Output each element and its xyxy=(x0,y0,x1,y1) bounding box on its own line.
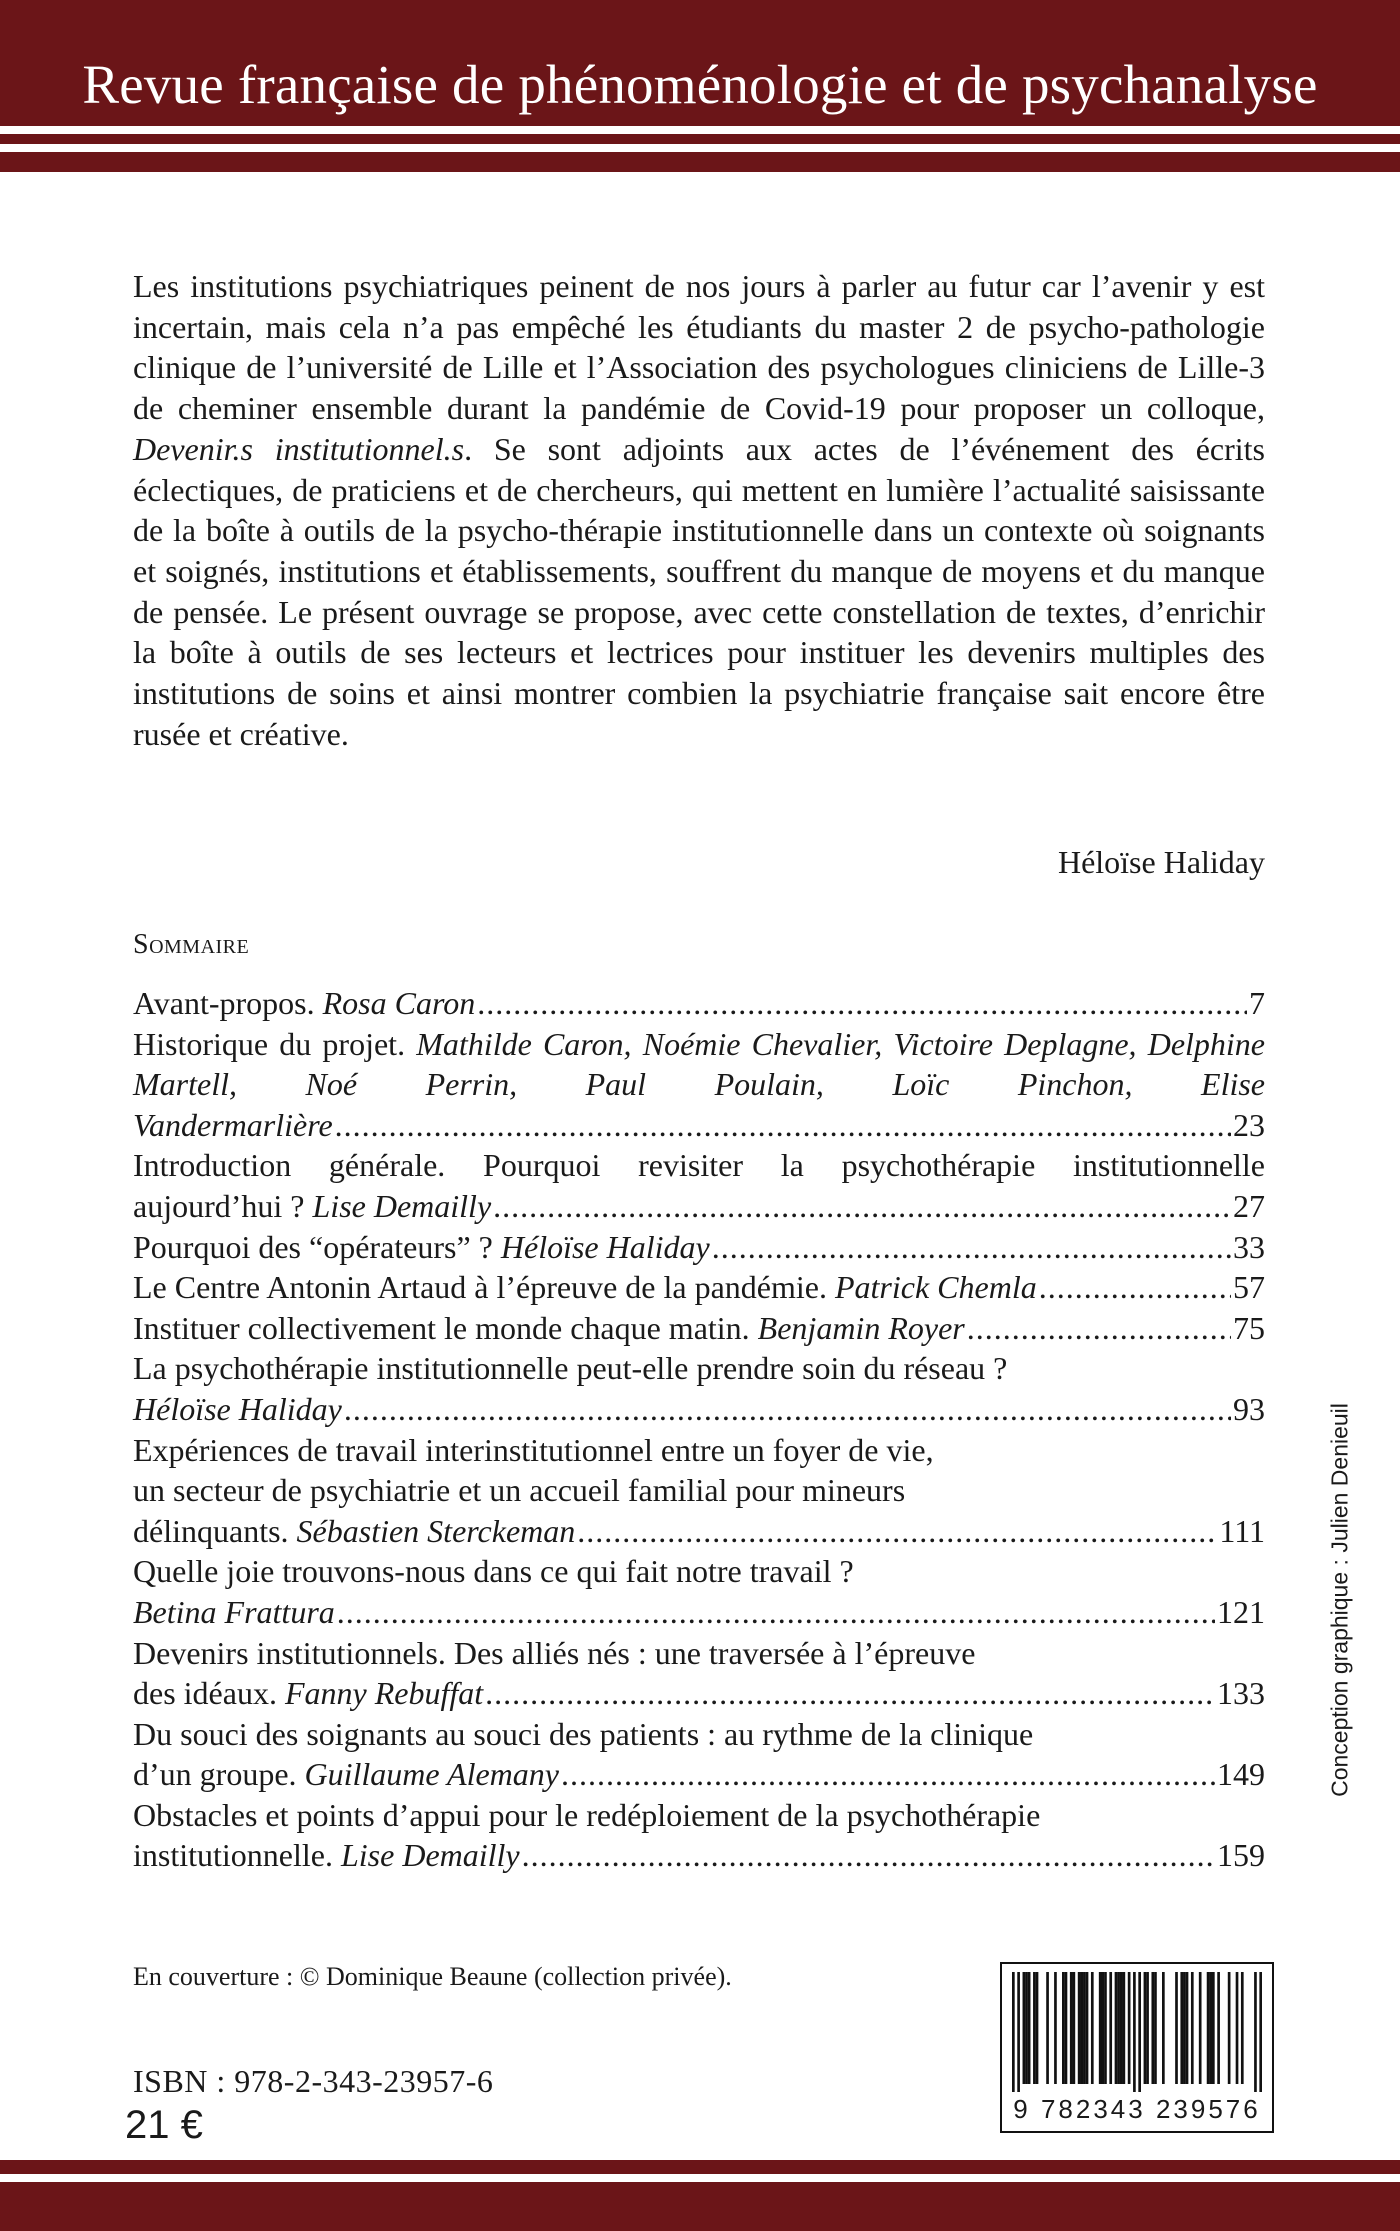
toc-entry xyxy=(133,1024,1265,1146)
table-of-contents xyxy=(133,983,1265,1876)
barcode-bar xyxy=(1186,1972,1189,2084)
footer-band xyxy=(0,2160,1400,2231)
barcode-bar xyxy=(1099,1972,1102,2084)
toc-page: 33 xyxy=(1233,1228,1265,1265)
toc-leader xyxy=(712,1227,1231,1268)
toc-page: 133 xyxy=(1217,1675,1265,1712)
toc-author: Betina Frattura xyxy=(133,1593,335,1630)
toc-entry xyxy=(133,1145,1265,1226)
toc-leader xyxy=(477,983,1247,1024)
barcode-bar xyxy=(1078,1972,1081,2084)
design-credit: Conception graphique : Julien Denieuil xyxy=(1326,1403,1353,1797)
barcode-bar xyxy=(1036,1972,1039,2084)
toc-page: 121 xyxy=(1217,1593,1265,1630)
toc-title: Obstacles et points d’appui pour le redéploiement de la psychothérapie xyxy=(133,1796,1041,1833)
toc-title: Devenirs institutionnels. Des alliés nés : une traversée à l’épreuve xyxy=(133,1634,976,1671)
barcode-bar xyxy=(1086,1972,1089,2084)
toc-author: Lise Demailly xyxy=(340,1837,520,1874)
toc-title: délinquants. xyxy=(133,1512,297,1549)
barcode-bar xyxy=(1104,1972,1107,2084)
barcode-bar xyxy=(1117,1972,1120,2084)
barcode-bar xyxy=(1138,1972,1141,2092)
barcode-bar xyxy=(1259,1972,1262,2092)
barcode-bar xyxy=(1101,1972,1104,2084)
barcode-bar xyxy=(1241,1972,1244,2084)
toc-leader xyxy=(337,1592,1215,1633)
toc-title: La psychothérapie institutionnelle peut-elle prendre soin du réseau ? xyxy=(133,1350,1008,1387)
toc-title: Le Centre Antonin Artaud à l’épreuve de la pandémie. xyxy=(133,1269,835,1306)
toc-page: 75 xyxy=(1233,1309,1265,1346)
toc-title: institutionnelle. xyxy=(133,1837,341,1874)
barcode-bar xyxy=(1123,1972,1126,2084)
barcode-bar xyxy=(1154,1972,1157,2084)
barcode-bar xyxy=(1080,1972,1083,2084)
toc-title: Avant-propos. xyxy=(133,985,323,1021)
blurb-text-continued: . Se sont adjoints aux actes de l’événement des écrits éclectiques, de praticiens et de chercheurs, qui mettent en lumière l’actualité saisissante de la boîte à outils de la psycho-thérapie institutionnelle dans un contexte où soignants et soignés, institutions et établissements, souffrent du manque de moyens et du manque de pensée. Le présent ouvrage se propose, avec cette constellation de textes, d’enrichir la boîte à outils de ses lecteurs et lectrices pour instituer les devenirs multiples des institutions de soins et ainsi montrer combien la psychiatrie française sait encore être rusée et créative. xyxy=(133,430,1266,752)
toc-entry xyxy=(133,1227,1265,1268)
toc-title: des idéaux. xyxy=(133,1675,285,1712)
toc-title: aujourd’hui ? xyxy=(133,1187,313,1224)
barcode-bar xyxy=(1162,1972,1165,2084)
toc-title: Historique du projet. xyxy=(133,1025,417,1062)
barcode-bar xyxy=(1183,1972,1186,2084)
cover-credit: En couverture : © Dominique Beaune (collection privée). xyxy=(133,1962,732,1991)
sommaire-heading: Sommaire xyxy=(133,929,250,960)
barcode-bar xyxy=(1054,1972,1057,2084)
toc-leader xyxy=(485,1673,1215,1714)
toc-author: Sébastien Sterckeman xyxy=(296,1512,576,1549)
toc-author: Vandermarlière xyxy=(133,1106,333,1143)
barcode-bar xyxy=(1151,1972,1154,2084)
toc-page: 23 xyxy=(1233,1106,1265,1143)
toc-page: 7 xyxy=(1249,985,1265,1021)
barcode-bar xyxy=(1254,1972,1257,2092)
barcode-bar xyxy=(1209,1972,1212,2084)
toc-leader xyxy=(967,1308,1231,1349)
toc-author: Patrick Chemla xyxy=(834,1269,1037,1306)
barcode-bar xyxy=(1175,1972,1178,2084)
toc-entry xyxy=(133,983,1265,1024)
barcode-bar xyxy=(1023,1972,1026,2084)
footer-stripe xyxy=(0,2174,1400,2182)
barcode-bar xyxy=(1073,1972,1076,2084)
toc-author: Lise Demailly xyxy=(312,1187,492,1224)
toc-author: Rosa Caron xyxy=(322,985,476,1021)
back-cover-blurb xyxy=(133,266,1265,754)
isbn: ISBN : 978-2-343-23957-6 xyxy=(133,2063,494,2099)
barcode-bar xyxy=(1120,1972,1123,2084)
barcode-bar xyxy=(1236,1972,1239,2084)
toc-entry xyxy=(133,1795,1265,1876)
barcode-bar xyxy=(1128,1972,1131,2084)
barcode-bar xyxy=(1191,1972,1194,2084)
toc-entry xyxy=(133,1633,1265,1714)
toc-page: 111 xyxy=(1219,1512,1265,1549)
toc-entry xyxy=(133,1430,1265,1552)
toc-entry xyxy=(133,1348,1265,1429)
toc-title: Instituer collectivement le monde chaque matin. xyxy=(133,1309,758,1346)
barcode-bar xyxy=(1025,1972,1028,2084)
toc-title: d’un groupe. xyxy=(133,1756,305,1793)
toc-title: Du souci des soignants au souci des patients : au rythme de la clinique xyxy=(133,1715,1034,1752)
toc-author: Guillaume Alemany xyxy=(304,1756,559,1793)
toc-title: Quelle joie trouvons-nous dans ce qui fait notre travail ? xyxy=(133,1553,854,1590)
barcode-bar xyxy=(1217,1972,1220,2084)
toc-page: 93 xyxy=(1233,1390,1265,1427)
blurb-text: Les institutions psychiatriques peinent de nos jours à parler au futur car l’avenir y est incertain, mais cela n’a pas empêché les étudiants du master 2 de psycho-pathologie clinique de l’université de Lille et l’Association des psychologues cliniciens de Lille-3 de cheminer ensemble durant la pandémie de Covid-19 pour proposer un colloque, xyxy=(133,268,1265,427)
toc-author: Benjamin Royer xyxy=(757,1309,965,1346)
toc-page: 57 xyxy=(1233,1269,1265,1306)
barcode-bar xyxy=(1062,1972,1065,2084)
toc-page: 149 xyxy=(1217,1756,1265,1793)
barcode-bar xyxy=(1083,1972,1086,2084)
toc-entry xyxy=(133,1308,1265,1349)
barcode-bar xyxy=(1017,1972,1020,2092)
toc-leader xyxy=(561,1754,1215,1795)
barcode-number: 9 782343 239576 xyxy=(1013,2094,1261,2124)
barcode xyxy=(1000,1962,1274,2133)
toc-title: un secteur de psychiatrie et un accueil familial pour mineurs xyxy=(133,1472,906,1509)
toc-entry xyxy=(133,1267,1265,1308)
barcode-bar xyxy=(1228,1972,1231,2084)
toc-author: Héloïse Haliday xyxy=(500,1228,710,1265)
barcode-bar xyxy=(1180,1972,1183,2084)
barcode-bar xyxy=(1212,1972,1215,2084)
colloque-title: Devenir.s institutionnel.s xyxy=(133,430,465,467)
toc-leader xyxy=(522,1835,1215,1876)
toc-entry xyxy=(133,1551,1265,1632)
barcode-bar xyxy=(1199,1972,1202,2084)
toc-title: Introduction générale. Pourquoi revisiter la psychothérapie institutionnelle xyxy=(133,1147,1265,1184)
barcode-bar xyxy=(1070,1972,1073,2084)
toc-leader xyxy=(344,1389,1231,1430)
barcode-bar xyxy=(1109,1972,1112,2084)
header-stripe xyxy=(0,144,1400,152)
barcode-bar xyxy=(1033,1972,1036,2084)
toc-entry xyxy=(133,1714,1265,1795)
toc-page: 159 xyxy=(1217,1837,1265,1874)
barcode-bar xyxy=(1115,1972,1118,2084)
toc-leader xyxy=(335,1105,1231,1146)
price: 21 € xyxy=(125,2103,203,2147)
toc-author: Fanny Rebuffat xyxy=(284,1675,484,1712)
toc-author: Héloïse Haliday xyxy=(133,1390,342,1427)
barcode-bar xyxy=(1207,1972,1210,2084)
toc-leader xyxy=(493,1186,1231,1227)
toc-title: Pourquoi des “opérateurs” ? xyxy=(133,1228,501,1265)
blurb-signature: Héloïse Haliday xyxy=(1057,844,1265,880)
barcode-bar xyxy=(1028,1972,1031,2084)
barcode-bar xyxy=(1065,1972,1068,2084)
barcode-bar xyxy=(1144,1972,1147,2084)
barcode-bar xyxy=(1091,1972,1094,2084)
barcode-bar xyxy=(1012,1972,1015,2092)
barcode-bars xyxy=(1012,1972,1262,2092)
barcode-bar xyxy=(1133,1972,1136,2092)
toc-authors: Mathilde Caron, Noémie Chevalier, Victoire Deplagne, Delphine Martell, Noé Perrin, Paul Poulain, Loïc Pinchon, Elise xyxy=(133,1025,1266,1103)
toc-leader xyxy=(1039,1267,1231,1308)
toc-page: 27 xyxy=(1233,1187,1265,1224)
toc-leader xyxy=(577,1511,1217,1552)
toc-title: Expériences de travail interinstitutionnel entre un foyer de vie, xyxy=(133,1431,934,1468)
series-title: Revue française de phénoménologie et de psychanalyse xyxy=(82,54,1318,115)
header-stripe xyxy=(0,126,1400,134)
barcode-bar xyxy=(1046,1972,1049,2084)
barcode-bar xyxy=(1146,1972,1149,2084)
